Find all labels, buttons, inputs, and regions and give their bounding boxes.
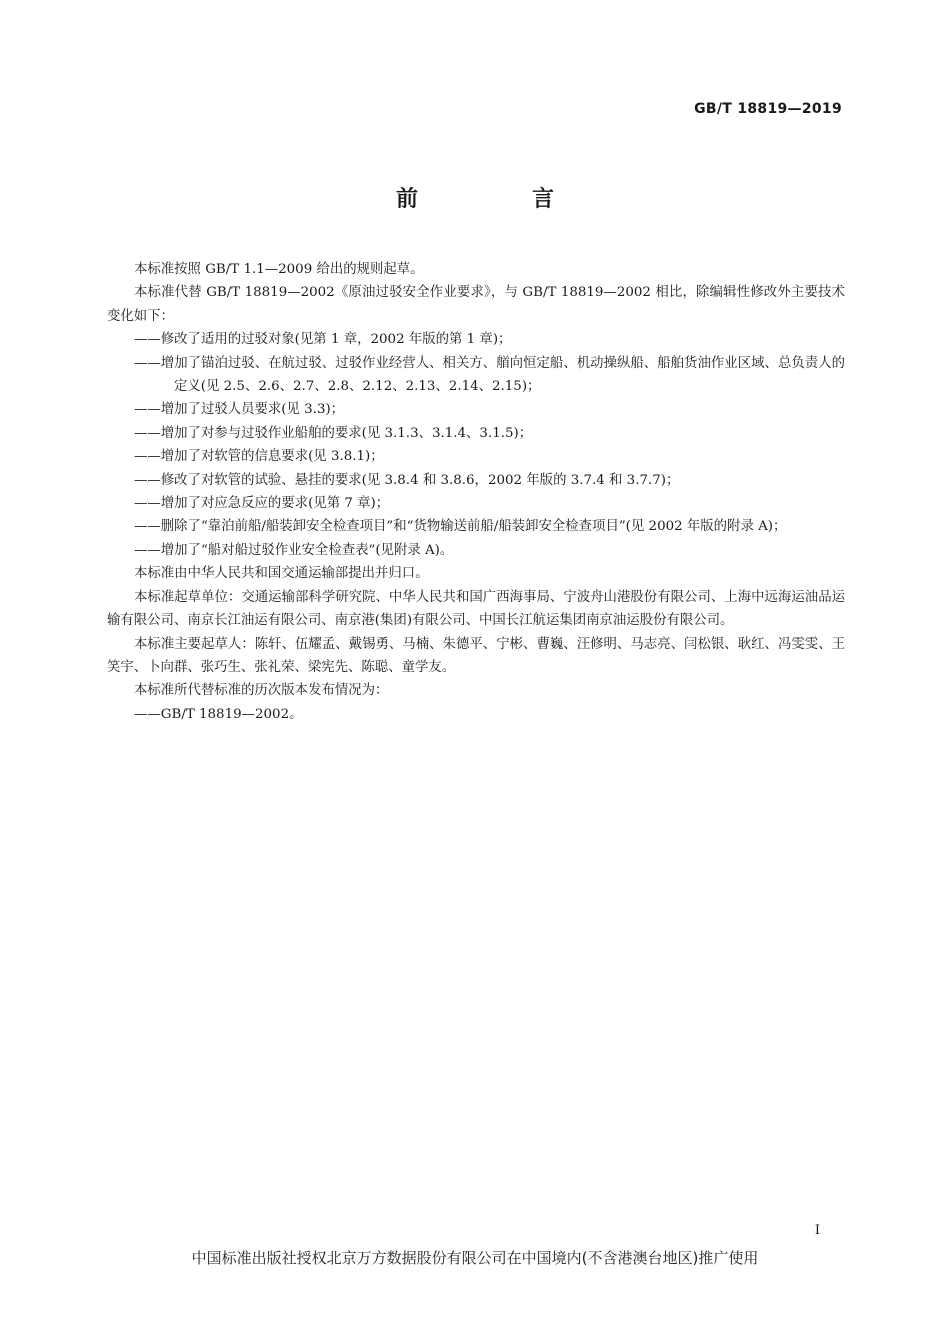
change-item: ——删除了“靠泊前船/船装卸安全检查项目”和“货物输送前船/船装卸安全检查项目”(见 2002 年版的附录 A)； bbox=[134, 519, 787, 535]
change-item: ——增加了对参与过驳作业船舶的要求(见 3.1.3、3.1.4、3.1.5)； bbox=[134, 425, 533, 441]
paragraph-replacement: 本标准代替 GB/T 18819—2002《原油过驳安全作业要求》，与 GB/T 18819—2002 相比，除编辑性修改外主要技术变化如下： bbox=[107, 285, 845, 324]
standard-code: GB/T 18819—2019 bbox=[694, 101, 842, 117]
paragraph-drafters: 本标准主要起草人：陈轩、伍耀孟、戴锡勇、马楠、朱德平、宁彬、曹巍、汪修明、马志亮、闫松银、耿红、冯雯雯、王笑宇、卜向群、张巧生、张礼荣、梁宪先、陈聪、童学友。 bbox=[107, 636, 845, 675]
change-item: ——增加了锚泊过驳、在航过驳、过驳作业经营人、相关方、艏向恒定船、机动操纵船、船舶货油作业区域、总负责人的定义(见 2.5、2.6、2.7、2.8、2.12、2.13、2.14、2.15)； bbox=[134, 355, 845, 395]
change-item: ——增加了对软管的信息要求(见 3.8.1)； bbox=[134, 449, 384, 465]
change-item: ——修改了适用的过驳对象(见第 1 章，2002 年版的第 1 章)； bbox=[134, 332, 512, 348]
footer-notice: 中国标准出版社授权北京万方数据股份有限公司在中国境内(不含港澳台地区)推广使用 bbox=[191, 1249, 759, 1267]
page-title: 前 言 bbox=[395, 187, 600, 212]
paragraph-proposer: 本标准由中华人民共和国交通运输部提出并归口。 bbox=[134, 566, 429, 582]
history-item: ——GB/T 18819—2002。 bbox=[134, 706, 303, 722]
page-number: I bbox=[814, 1223, 820, 1238]
change-item: ——修改了对软管的试验、悬挂的要求(见 3.8.4 和 3.8.6，2002 年版的 3.7.4 和 3.7.7)； bbox=[134, 472, 680, 488]
change-item: ——增加了“船对船过驳作业安全检查表”(见附录 A)。 bbox=[134, 542, 454, 558]
paragraph-drafting-rules: 本标准按照 GB/T 1.1—2009 给出的规则起草。 bbox=[134, 262, 424, 277]
change-item: ——增加了过驳人员要求(见 3.3)； bbox=[134, 402, 345, 418]
paragraph-drafting-units: 本标准起草单位：交通运输部科学研究院、中华人民共和国广西海事局、宁波舟山港股份有限公司、上海中远海运油品运输有限公司、南京长江油运有限公司、南京港(集团)有限公司、中国长江航运集团南京油运股份有限公司。 bbox=[107, 589, 845, 629]
paragraph-version-history: 本标准所代替标准的历次版本发布情况为： bbox=[134, 683, 389, 699]
foreword-body bbox=[107, 258, 845, 726]
change-item: ——增加了对应急反应的要求(见第 7 章)； bbox=[134, 496, 390, 512]
